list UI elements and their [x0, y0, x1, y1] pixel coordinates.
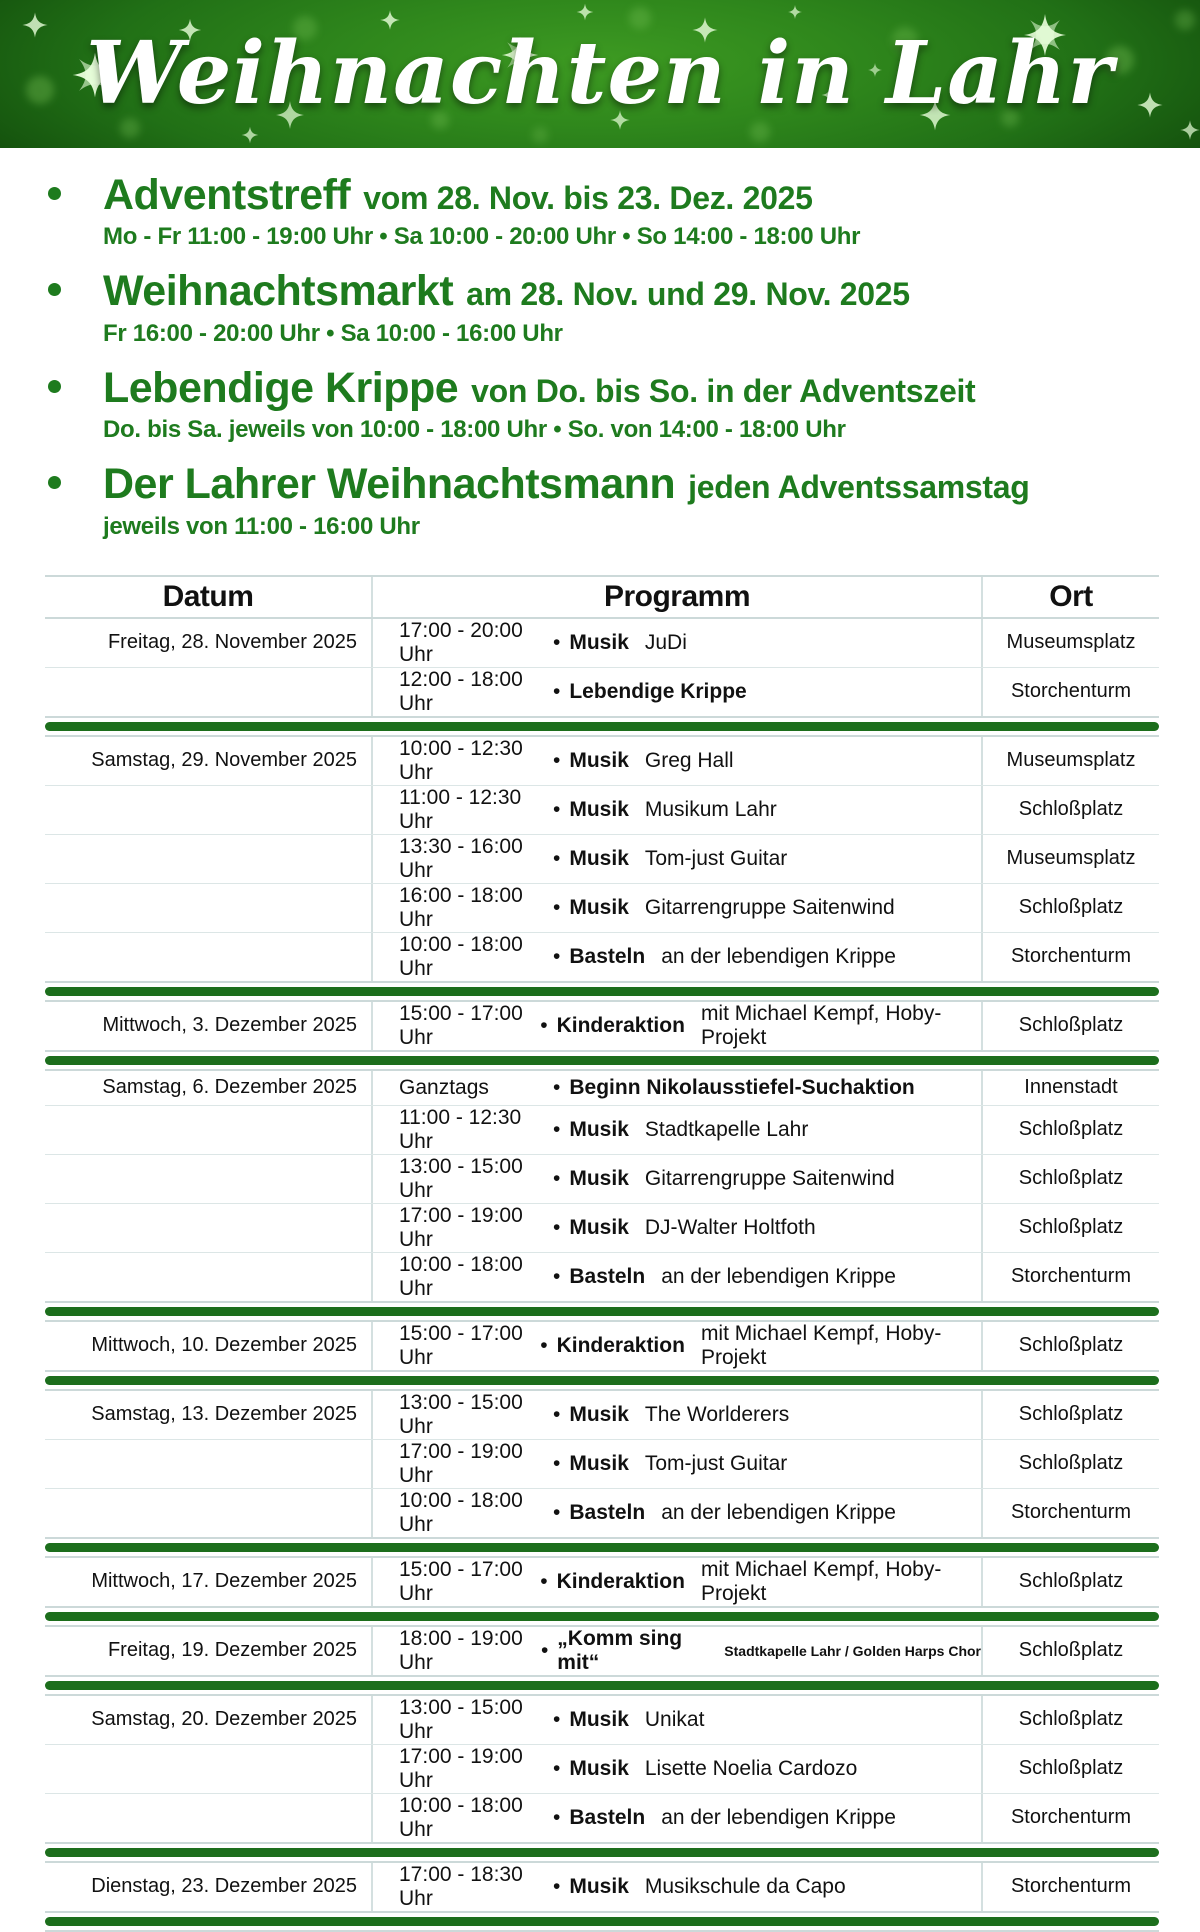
location-text: Schloßplatz: [1018, 1708, 1124, 1731]
divider-bar: [45, 1612, 1159, 1621]
event-label: Musik: [569, 1215, 629, 1239]
divider-bar: [45, 1681, 1159, 1690]
location-text: Storchenturm: [1010, 945, 1132, 968]
table-row: [45, 1252, 1159, 1301]
bullet-separator: •: [553, 630, 561, 654]
event-label: Basteln: [569, 1264, 646, 1288]
event-dates: jeden Adventssamstag: [688, 469, 1030, 506]
date-cell: [45, 1489, 371, 1537]
group-divider: [45, 1842, 1159, 1863]
schedule-group: [45, 1696, 1159, 1842]
event-time: 13:00 - 15:00 Uhr: [399, 1695, 523, 1743]
location-cell: [983, 1696, 1159, 1744]
program-cell: [371, 1440, 983, 1488]
event-time: 17:00 - 20:00 Uhr: [399, 618, 523, 666]
location-cell: [983, 1204, 1159, 1252]
location-text: Museumsplatz: [1006, 749, 1136, 772]
event-time: Ganztags: [399, 1075, 489, 1099]
event-time: 11:00 - 12:30 Uhr: [399, 1105, 522, 1153]
table-row: [45, 1322, 1159, 1370]
table-row: [45, 1863, 1159, 1911]
event-detail: Gitarrengruppe Saitenwind: [644, 1166, 895, 1190]
group-divider: [45, 1606, 1159, 1627]
program-cell: [371, 1391, 983, 1439]
location-text: Schloßplatz: [1018, 1334, 1124, 1357]
date-text: Dienstag, 23. Dezember 2025: [91, 1875, 357, 1898]
event-label: Musik: [569, 1756, 629, 1780]
bullet-separator: •: [553, 1402, 561, 1426]
program-cell: [371, 737, 983, 785]
table-row: [45, 932, 1159, 981]
event-label: Beginn Nikolausstiefel-Suchaktion: [569, 1075, 915, 1099]
event-detail: Musikum Lahr: [644, 797, 777, 821]
bullet-separator: •: [553, 1707, 561, 1731]
event-label: Musik: [569, 1402, 629, 1426]
program-cell: [371, 1627, 983, 1675]
location-text: Schloßplatz: [1018, 1403, 1124, 1426]
event-detail: Tom-just Guitar: [644, 1451, 788, 1475]
table-row: [45, 1203, 1159, 1252]
event-hours: Mo - Fr 11:00 - 19:00 Uhr • Sa 10:00 - 20:00 Uhr • So 14:00 - 18:00 Uhr: [103, 223, 861, 251]
location-cell: [983, 1071, 1159, 1105]
date-cell: [45, 1391, 371, 1439]
table-row: [45, 1744, 1159, 1793]
table-row: [45, 1627, 1159, 1675]
event-dates: von Do. bis So. in der Adventszeit: [471, 372, 976, 409]
location-cell: [983, 1391, 1159, 1439]
program-cell: [371, 835, 983, 883]
bullet-separator: •: [553, 1117, 561, 1141]
date-cell: [45, 933, 371, 981]
bullet-separator: •: [553, 846, 561, 870]
event-detail: an der lebendigen Krippe: [661, 944, 896, 968]
program-cell: [371, 1002, 983, 1050]
bullet-separator: •: [553, 1756, 561, 1780]
location-cell: [983, 1440, 1159, 1488]
location-cell: [983, 668, 1159, 716]
program-cell: [371, 1322, 983, 1370]
bullet-separator: •: [553, 679, 561, 703]
bullet-separator: •: [553, 1215, 561, 1239]
bullet-separator: •: [553, 1451, 561, 1475]
divider-bar: [45, 1543, 1159, 1552]
event-dates: vom 28. Nov. bis 23. Dez. 2025: [363, 180, 813, 216]
location-text: Schloßplatz: [1018, 1216, 1124, 1239]
program-cell: [371, 668, 983, 716]
program-cell: [371, 1071, 983, 1105]
divider-bar: [45, 722, 1159, 731]
schedule-group: [45, 1863, 1159, 1911]
date-text: Freitag, 28. November 2025: [107, 631, 357, 654]
table-row: [45, 1793, 1159, 1842]
schedule-body: [45, 619, 1159, 1932]
program-cell: [371, 1863, 983, 1911]
program-cell: [371, 1106, 983, 1154]
location-cell: [983, 786, 1159, 834]
program-cell: [371, 1253, 983, 1301]
table-row: [45, 1558, 1159, 1606]
event-item-weihnachtsmarkt: [44, 268, 1160, 347]
divider-bar: [45, 1917, 1159, 1926]
event-time: 13:00 - 15:00 Uhr: [399, 1154, 523, 1202]
location-cell: [983, 1106, 1159, 1154]
location-text: Storchenturm: [1010, 1501, 1132, 1524]
event-time: 16:00 - 18:00 Uhr: [399, 883, 523, 931]
table-row: [45, 1071, 1159, 1105]
schedule-group: [45, 1391, 1159, 1537]
event-label: Musik: [569, 1451, 629, 1475]
location-cell: [983, 884, 1159, 932]
program-schedule-table: [45, 575, 1159, 1932]
bullet-separator: •: [540, 1333, 548, 1357]
event-hours: Fr 16:00 - 20:00 Uhr • Sa 10:00 - 16:00 Uhr: [103, 319, 563, 347]
bullet-dot-icon: [48, 380, 61, 393]
program-cell: [371, 1745, 983, 1793]
schedule-group: [45, 1322, 1159, 1370]
table-row: [45, 737, 1159, 785]
event-time: 13:30 - 16:00 Uhr: [399, 834, 523, 882]
date-text: Samstag, 20. Dezember 2025: [91, 1708, 357, 1731]
group-divider: [45, 1050, 1159, 1071]
group-divider: [45, 1675, 1159, 1696]
divider-bar: [45, 987, 1159, 996]
table-row: [45, 1696, 1159, 1744]
group-divider: [45, 981, 1159, 1002]
schedule-group: [45, 619, 1159, 716]
table-row: [45, 883, 1159, 932]
event-label: Basteln: [569, 1500, 646, 1524]
date-cell: [45, 1002, 371, 1050]
event-item-adventstreff: [44, 172, 1160, 251]
bullet-separator: •: [540, 1013, 548, 1037]
table-row: [45, 1105, 1159, 1154]
event-label: „Komm sing mit“: [557, 1626, 683, 1674]
bullet-dot-icon: [48, 187, 61, 200]
event-detail: mit Michael Kempf, Hoby-Projekt: [700, 1321, 942, 1369]
date-cell: [45, 786, 371, 834]
event-label: Musik: [569, 797, 629, 821]
schedule-group: [45, 1627, 1159, 1675]
bullet-separator: •: [553, 1075, 561, 1099]
date-cell: [45, 1322, 371, 1370]
bullet-separator: •: [553, 1166, 561, 1190]
location-text: Storchenturm: [1010, 1265, 1132, 1288]
location-text: Storchenturm: [1010, 1875, 1132, 1898]
date-text: Mittwoch, 17. Dezember 2025: [91, 1570, 357, 1593]
location-cell: [983, 619, 1159, 667]
event-detail: Tom-just Guitar: [644, 846, 788, 870]
event-label: Kinderaktion: [556, 1013, 685, 1037]
program-cell: [371, 619, 983, 667]
table-row: [45, 667, 1159, 716]
date-text: Samstag, 29. November 2025: [91, 749, 357, 772]
bullet-separator: •: [553, 1805, 561, 1829]
group-divider: [45, 1301, 1159, 1322]
date-text: Freitag, 19. Dezember 2025: [107, 1639, 357, 1662]
event-name: Weihnachtsmarkt: [103, 267, 454, 316]
event-time: 10:00 - 18:00 Uhr: [399, 1488, 523, 1536]
event-detail: Greg Hall: [644, 748, 734, 772]
date-cell: [45, 1106, 371, 1154]
group-divider: [45, 716, 1159, 737]
bullet-separator: •: [553, 797, 561, 821]
event-time: 15:00 - 17:00 Uhr: [399, 1557, 523, 1605]
date-cell: [45, 668, 371, 716]
event-item-lebendige-krippe: [44, 365, 1160, 444]
program-cell: [371, 1558, 983, 1606]
location-cell: [983, 1155, 1159, 1203]
event-label: Musik: [569, 1874, 629, 1898]
table-row: [45, 1488, 1159, 1537]
program-cell: [371, 884, 983, 932]
group-divider: [45, 1911, 1159, 1932]
date-cell: [45, 884, 371, 932]
event-hours: Do. bis Sa. jeweils von 10:00 - 18:00 Uhr • So. von 14:00 - 18:00 Uhr: [103, 416, 846, 444]
divider-bar: [45, 1376, 1159, 1385]
event-detail: mit Michael Kempf, Hoby-Projekt: [700, 1001, 942, 1049]
bullet-dot-icon: [48, 476, 61, 489]
event-label: Musik: [569, 1117, 629, 1141]
page-title: Weihnachten in Lahr: [86, 23, 1114, 124]
location-cell: [983, 1863, 1159, 1911]
event-time: 12:00 - 18:00 Uhr: [399, 667, 523, 715]
event-time: 10:00 - 12:30 Uhr: [399, 736, 523, 784]
event-label: Basteln: [569, 944, 646, 968]
event-time: 15:00 - 17:00 Uhr: [399, 1001, 523, 1049]
event-name: Lebendige Krippe: [103, 363, 459, 412]
event-label: Musik: [569, 630, 629, 654]
event-detail: Stadtkapelle Lahr: [644, 1117, 809, 1141]
event-detail: an der lebendigen Krippe: [661, 1264, 896, 1288]
location-cell: [983, 1489, 1159, 1537]
column-header-datum: Datum: [162, 579, 254, 613]
location-cell: [983, 1627, 1159, 1675]
location-text: Schloßplatz: [1018, 1639, 1124, 1662]
location-cell: [983, 933, 1159, 981]
date-text: Mittwoch, 3. Dezember 2025: [102, 1014, 357, 1037]
date-text: Samstag, 6. Dezember 2025: [102, 1076, 357, 1099]
date-cell: [45, 1745, 371, 1793]
event-time: 17:00 - 19:00 Uhr: [399, 1744, 523, 1792]
table-row: [45, 1154, 1159, 1203]
event-time: 10:00 - 18:00 Uhr: [399, 932, 523, 980]
bullet-separator: •: [553, 748, 561, 772]
event-name: Adventstreff: [103, 171, 351, 219]
bullet-dot-icon: [48, 283, 61, 296]
location-text: Storchenturm: [1010, 680, 1132, 703]
date-cell: [45, 1627, 371, 1675]
location-cell: [983, 1253, 1159, 1301]
event-time: 10:00 - 18:00 Uhr: [399, 1793, 523, 1841]
bullet-separator: •: [553, 944, 561, 968]
schedule-group: [45, 737, 1159, 981]
date-cell: [45, 1696, 371, 1744]
date-cell: [45, 1204, 371, 1252]
location-cell: [983, 1002, 1159, 1050]
event-detail: mit Michael Kempf, Hoby-Projekt: [700, 1557, 942, 1605]
event-detail: The Worlderers: [644, 1402, 790, 1426]
event-label: Kinderaktion: [556, 1333, 685, 1357]
event-detail: DJ-Walter Holtfoth: [644, 1215, 816, 1239]
location-text: Schloßplatz: [1018, 1118, 1124, 1141]
event-label: Musik: [569, 846, 629, 870]
location-text: Innenstadt: [1024, 1076, 1118, 1099]
event-detail: Unikat: [644, 1707, 705, 1731]
location-cell: [983, 1794, 1159, 1842]
date-cell: [45, 1558, 371, 1606]
event-label: Musik: [569, 1707, 629, 1731]
group-divider: [45, 1370, 1159, 1391]
location-text: Museumsplatz: [1006, 847, 1136, 870]
event-label: Musik: [569, 1166, 629, 1190]
program-cell: [371, 786, 983, 834]
event-highlights: [0, 148, 1200, 541]
program-cell: [371, 1696, 983, 1744]
event-dates: am 28. Nov. und 29. Nov. 2025: [466, 276, 910, 313]
program-cell: [371, 1489, 983, 1537]
event-time: 17:00 - 18:30 Uhr: [399, 1862, 523, 1910]
date-cell: [45, 1794, 371, 1842]
group-divider: [45, 1537, 1159, 1558]
date-cell: [45, 1155, 371, 1203]
event-detail: Lisette Noelia Cardozo: [644, 1756, 858, 1780]
date-cell: [45, 835, 371, 883]
event-label: Kinderaktion: [556, 1569, 685, 1593]
event-label: Musik: [569, 895, 629, 919]
event-item-weihnachtsmann: [44, 461, 1160, 540]
event-time: 17:00 - 19:00 Uhr: [399, 1439, 523, 1487]
location-text: Museumsplatz: [1006, 631, 1136, 654]
bullet-separator: •: [553, 1500, 561, 1524]
column-header-ort: Ort: [1049, 579, 1093, 613]
event-name: Der Lahrer Weihnachtsmann: [103, 460, 676, 509]
table-row: [45, 1391, 1159, 1439]
date-cell: [45, 1253, 371, 1301]
schedule-group: [45, 1558, 1159, 1606]
date-cell: [45, 737, 371, 785]
table-row: [45, 834, 1159, 883]
bullet-separator: •: [553, 1874, 561, 1898]
table-header-row: [45, 575, 1159, 619]
location-text: Schloßplatz: [1018, 896, 1124, 919]
column-header-programm: Programm: [371, 577, 983, 617]
schedule-group: [45, 1071, 1159, 1301]
banner: [0, 0, 1200, 148]
date-cell: [45, 1440, 371, 1488]
location-cell: [983, 835, 1159, 883]
divider-bar: [45, 1307, 1159, 1316]
program-cell: [371, 1155, 983, 1203]
event-hours: jeweils von 11:00 - 16:00 Uhr: [103, 512, 420, 540]
location-text: Schloßplatz: [1018, 1570, 1124, 1593]
location-cell: [983, 1745, 1159, 1793]
date-cell: [45, 619, 371, 667]
date-text: Samstag, 13. Dezember 2025: [91, 1403, 357, 1426]
location-text: Schloßplatz: [1018, 1452, 1124, 1475]
bullet-separator: •: [540, 1638, 549, 1662]
event-detail: JuDi: [644, 630, 687, 654]
event-label: Musik: [569, 748, 629, 772]
event-time: 11:00 - 12:30 Uhr: [399, 785, 522, 833]
event-label: Basteln: [569, 1805, 646, 1829]
bullet-separator: •: [540, 1569, 548, 1593]
event-label: Lebendige Krippe: [569, 679, 747, 703]
event-time: 18:00 - 19:00 Uhr: [399, 1626, 523, 1674]
date-cell: [45, 1863, 371, 1911]
event-detail: an der lebendigen Krippe: [661, 1805, 896, 1829]
location-cell: [983, 737, 1159, 785]
event-time: 17:00 - 19:00 Uhr: [399, 1203, 523, 1251]
bullet-separator: •: [553, 895, 561, 919]
table-row: [45, 1439, 1159, 1488]
program-cell: [371, 1204, 983, 1252]
schedule-group: [45, 1002, 1159, 1050]
location-cell: [983, 1322, 1159, 1370]
location-cell: [983, 1558, 1159, 1606]
bullet-separator: •: [553, 1264, 561, 1288]
event-time: 13:00 - 15:00 Uhr: [399, 1390, 523, 1438]
date-cell: [45, 1071, 371, 1105]
event-note: Stadtkapelle Lahr / Golden Harps Chor: [724, 1642, 981, 1659]
event-time: 10:00 - 18:00 Uhr: [399, 1252, 523, 1300]
program-cell: [371, 1794, 983, 1842]
location-text: Storchenturm: [1010, 1806, 1132, 1829]
table-row: [45, 619, 1159, 667]
divider-bar: [45, 1848, 1159, 1857]
location-text: Schloßplatz: [1018, 798, 1124, 821]
location-text: Schloßplatz: [1018, 1014, 1124, 1037]
location-text: Schloßplatz: [1018, 1167, 1124, 1190]
table-row: [45, 785, 1159, 834]
table-row: [45, 1002, 1159, 1050]
date-text: Mittwoch, 10. Dezember 2025: [91, 1334, 357, 1357]
event-detail: Musikschule da Capo: [644, 1874, 846, 1898]
location-text: Schloßplatz: [1018, 1757, 1124, 1780]
divider-bar: [45, 1056, 1159, 1065]
program-cell: [371, 933, 983, 981]
event-detail: Gitarrengruppe Saitenwind: [644, 895, 895, 919]
event-time: 15:00 - 17:00 Uhr: [399, 1321, 523, 1369]
event-detail: an der lebendigen Krippe: [661, 1500, 896, 1524]
